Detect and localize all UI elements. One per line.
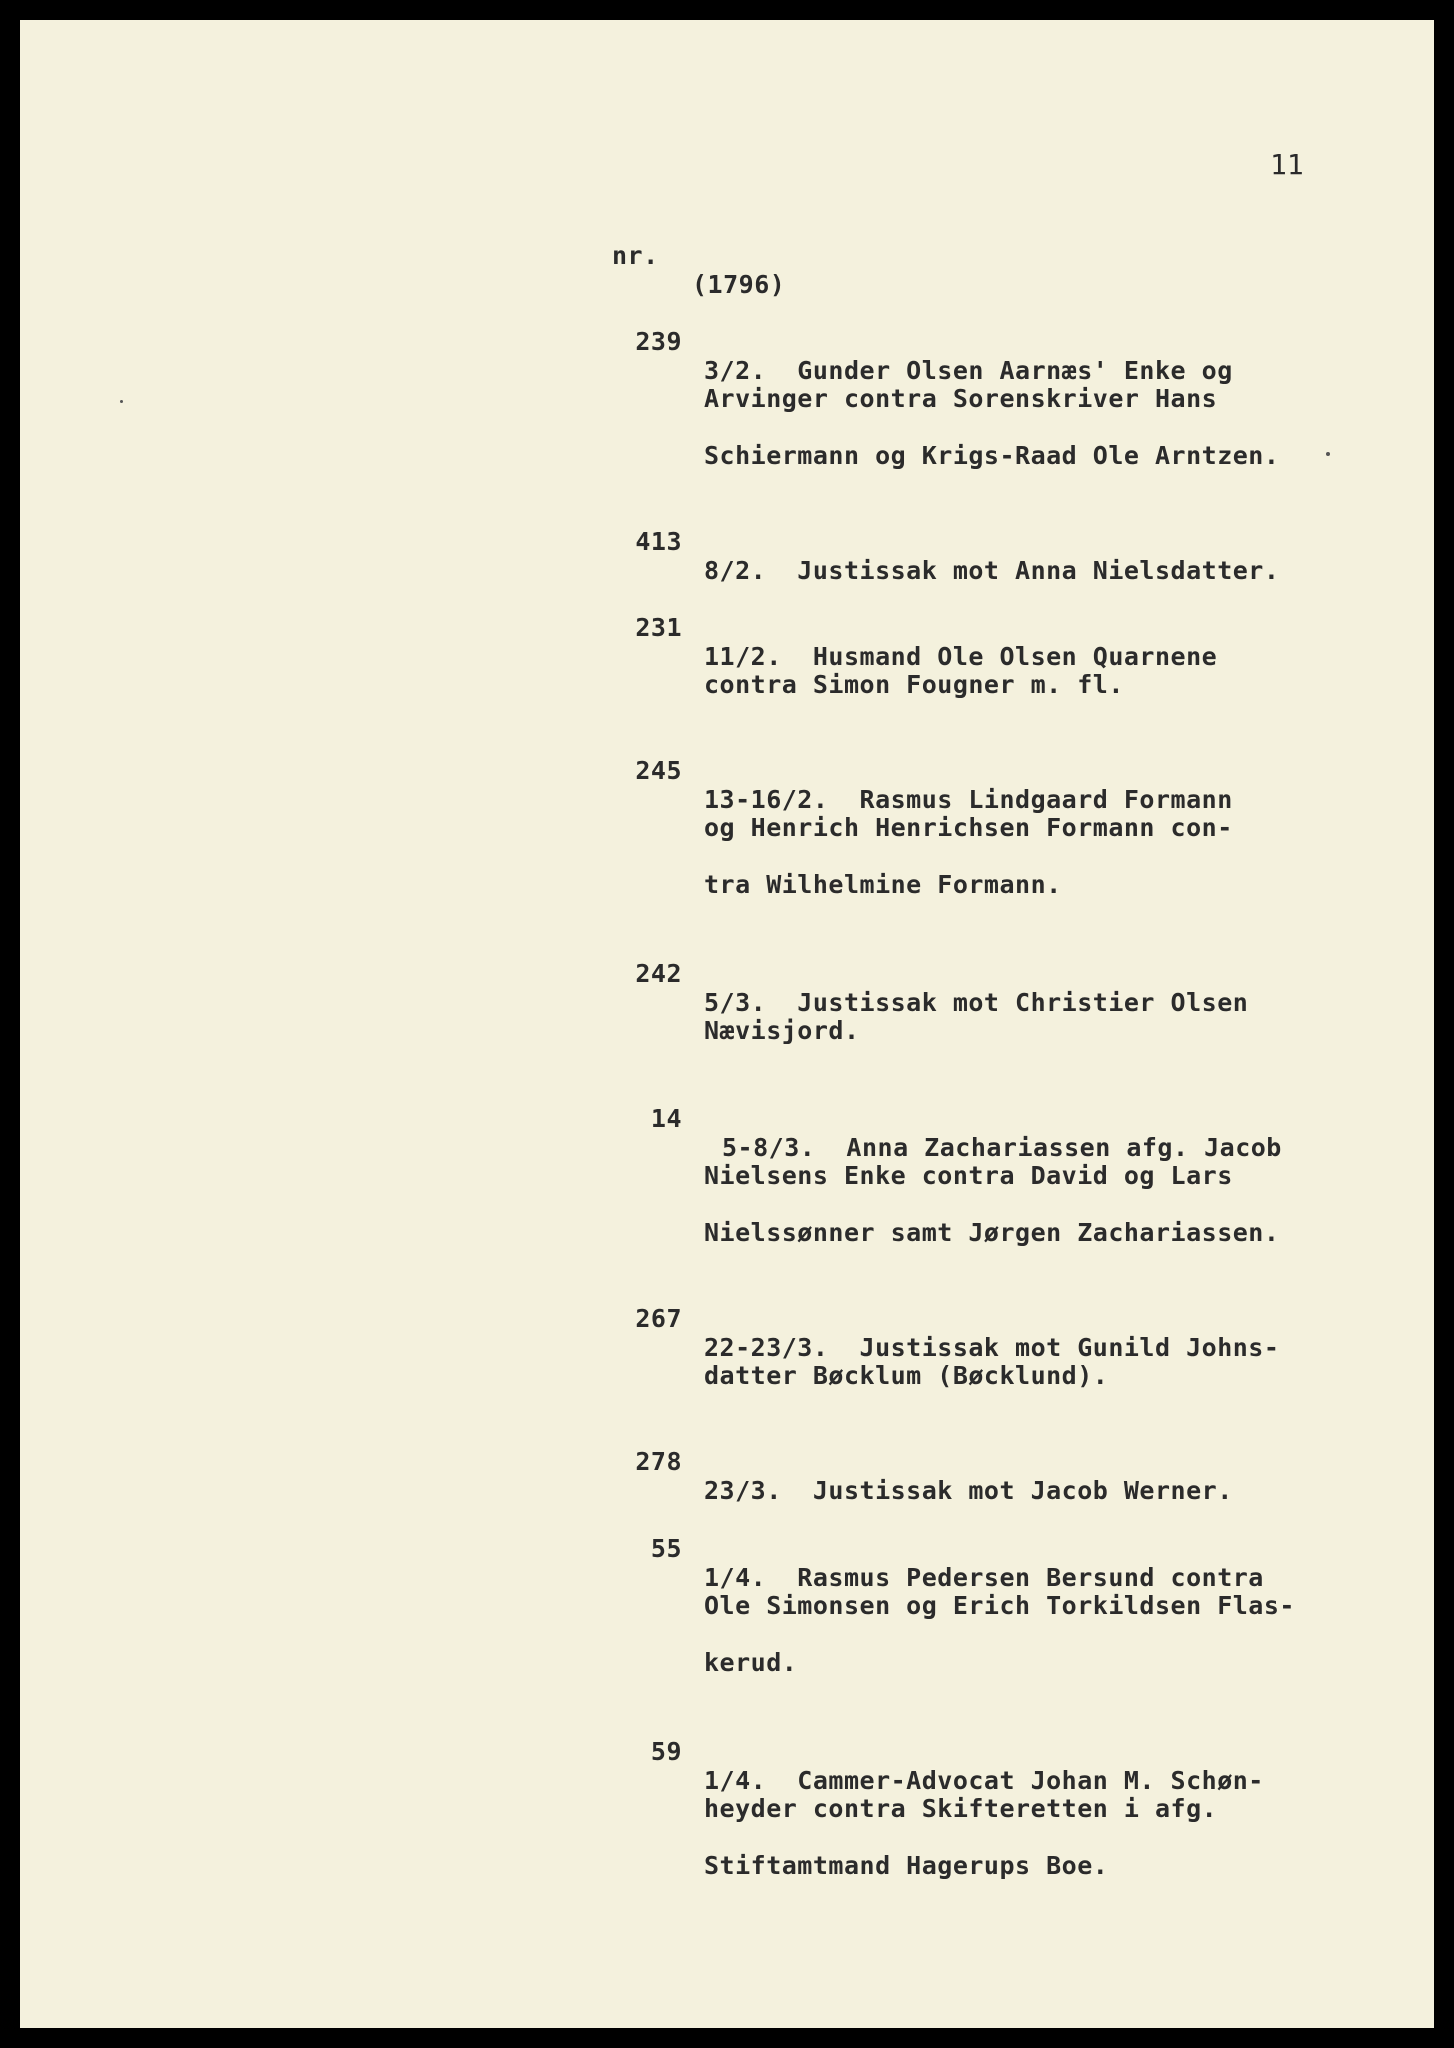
entry-245-line-3 xyxy=(612,841,1372,928)
entry-line: 22-23/3. Justissak mot Gunild Johns- xyxy=(704,1333,1280,1362)
entry-line: Ole Simonsen og Erich Torkildsen Flas- xyxy=(704,1591,1295,1620)
scan-speck xyxy=(1326,452,1330,456)
entry-239-line-3 xyxy=(612,412,1372,499)
entry-14-line-3 xyxy=(612,1189,1372,1276)
entry-242-line-2 xyxy=(612,987,1372,1074)
scan-speck xyxy=(120,400,123,403)
page-number: 11 xyxy=(1270,148,1304,181)
entry-line: 3/2. Gunder Olsen Aarnæs' Enke og xyxy=(704,356,1233,385)
entry-line: kerud. xyxy=(704,1648,798,1677)
entry-line: datter Bøcklum (Bøcklund). xyxy=(704,1361,1109,1390)
header-label: nr. xyxy=(612,241,659,270)
entry-line: 13-16/2. Rasmus Lindgaard Formann xyxy=(704,785,1233,814)
entry-line: 1/4. Cammer-Advocat Johan M. Schøn- xyxy=(704,1766,1264,1795)
entry-line: 5/3. Justissak mot Christier Olsen xyxy=(704,988,1249,1017)
entry-55-line-3 xyxy=(612,1619,1372,1706)
entry-line: Nævisjord. xyxy=(704,1016,860,1045)
entry-line: Schiermann og Krigs-Raad Ole Arntzen. xyxy=(704,441,1280,470)
entry-number: 267 xyxy=(635,1304,682,1333)
entry-number: 231 xyxy=(635,613,682,642)
entry-number: 278 xyxy=(635,1447,682,1476)
entry-line: contra Simon Fougner m. fl. xyxy=(704,670,1124,699)
entry-line: Nielsens Enke contra David og Lars xyxy=(704,1161,1233,1190)
entry-231-line-2 xyxy=(612,641,1372,728)
entry-number: 55 xyxy=(650,1534,682,1563)
entry-number: 14 xyxy=(650,1104,682,1133)
entry-line: heyder contra Skifteretten i afg. xyxy=(704,1794,1218,1823)
entry-line: Arvinger contra Sorenskriver Hans xyxy=(704,384,1218,413)
entry-267-line-2 xyxy=(612,1332,1372,1419)
entry-line: 11/2. Husmand Ole Olsen Quarnene xyxy=(704,642,1218,671)
document-page xyxy=(20,20,1434,2028)
entry-line: Stiftamtmand Hagerups Boe. xyxy=(704,1851,1109,1880)
entry-number: 245 xyxy=(635,756,682,785)
entry-line: Nielssønner samt Jørgen Zachariassen. xyxy=(704,1218,1280,1247)
entry-number: 242 xyxy=(635,959,682,988)
entry-line: 5-8/3. Anna Zachariassen afg. Jacob xyxy=(722,1133,1282,1162)
header-year: (1796) xyxy=(692,270,786,299)
entry-line: tra Wilhelmine Formann. xyxy=(704,870,1062,899)
entry-line: 8/2. Justissak mot Anna Nielsdatter. xyxy=(704,556,1280,585)
entry-line: og Henrich Henrichsen Formann con- xyxy=(704,813,1233,842)
entry-line: 1/4. Rasmus Pedersen Bersund contra xyxy=(704,1563,1264,1592)
entry-line: 23/3. Justissak mot Jacob Werner. xyxy=(704,1476,1233,1505)
entry-number: 239 xyxy=(635,327,682,356)
entry-number: 413 xyxy=(635,527,682,556)
entry-59-line-3 xyxy=(612,1822,1372,1909)
entry-number: 59 xyxy=(650,1737,682,1766)
